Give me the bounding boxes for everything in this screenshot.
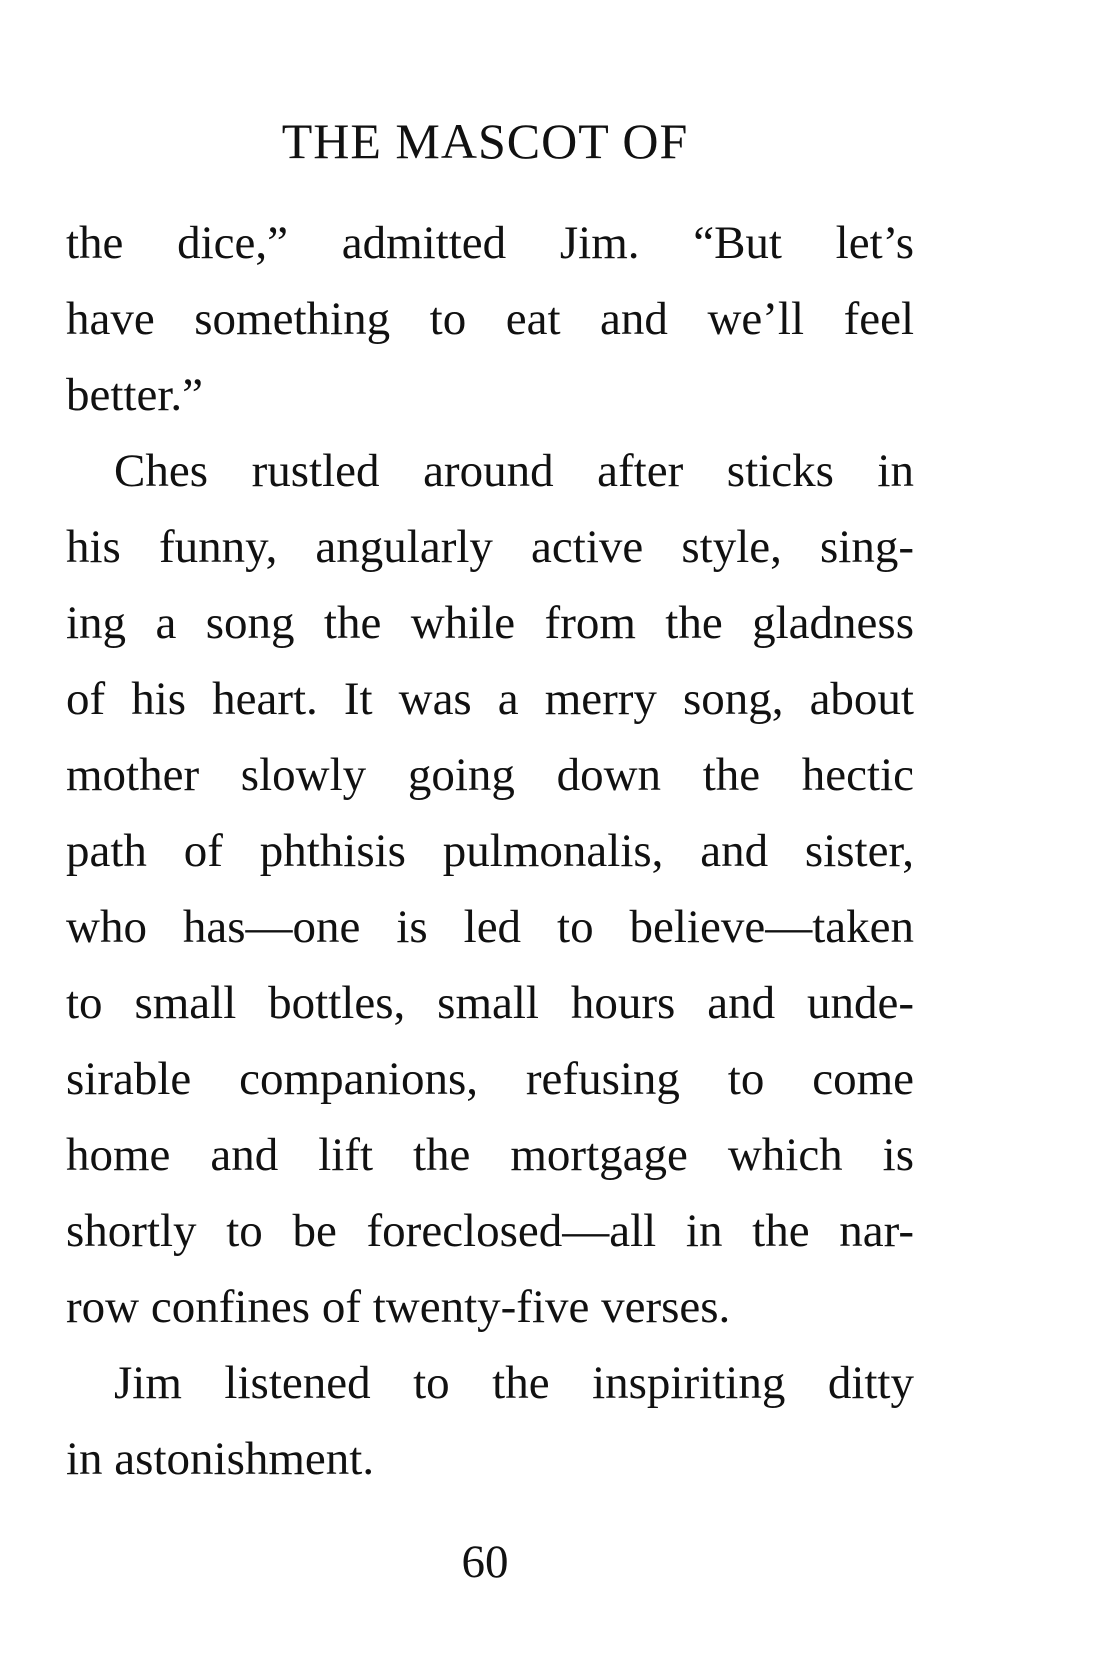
text-line: who has—one is led to believe—taken	[66, 901, 914, 953]
text-line: his funny, angularly active style, sing-	[66, 521, 914, 573]
running-title: THE MASCOT OF	[281, 113, 689, 169]
text-line: to small bottles, small hours and unde-	[66, 977, 914, 1029]
text-line: row confines of twenty-five verses.	[66, 1281, 731, 1333]
text-line: the dice,” admitted Jim. “But let’s	[66, 217, 914, 269]
text-line: better.”	[66, 369, 204, 421]
text-line: have something to eat and we’ll feel	[66, 293, 914, 345]
text-line: Jim listened to the inspiriting ditty	[114, 1357, 914, 1409]
body-text	[66, 205, 914, 1497]
text-line: sirable companions, refusing to come	[66, 1053, 914, 1105]
text-line: home and lift the mortgage which is	[66, 1129, 914, 1181]
text-line: path of phthisis pulmonalis, and sister,	[66, 825, 914, 877]
text-line: ing a song the while from the gladness	[66, 597, 914, 649]
text-line: of his heart. It was a merry song, about	[66, 673, 914, 725]
text-line: shortly to be foreclosed—all in the nar-	[66, 1205, 914, 1257]
text-line: Ches rustled around after sticks in	[114, 445, 914, 497]
page-number: 60	[461, 1536, 509, 1588]
text-line: in astonishment.	[66, 1433, 375, 1485]
text-line: mother slowly going down the hectic	[66, 749, 914, 801]
